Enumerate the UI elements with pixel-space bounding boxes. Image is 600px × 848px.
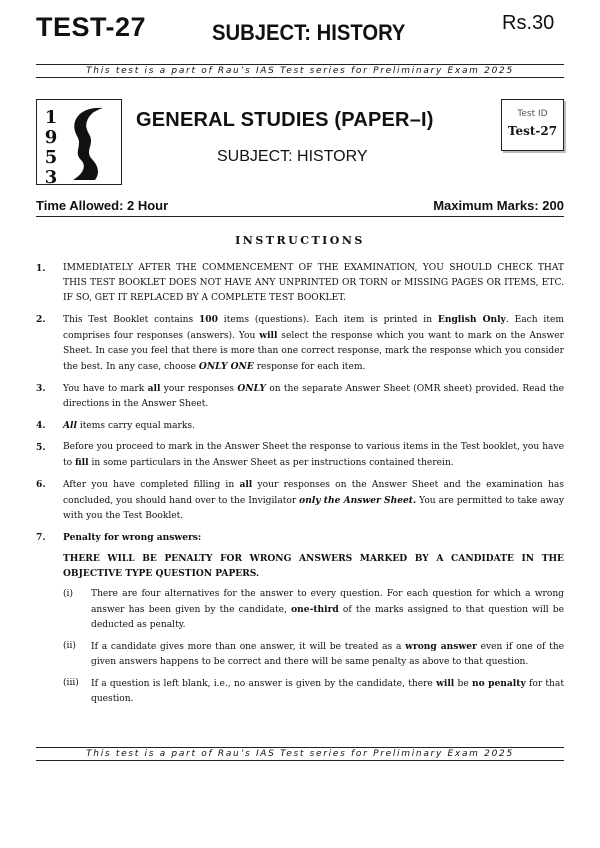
instruction-text: IMMEDIATELY AFTER THE COMMENCEMENT OF THE EXAMINATION, YOU SHOULD CHECK THAT THIS TEST BOOKLET DOES NOT HAVE ANY UNPRINTED OR TORN or MISSING PAGES OR ITEMS, ETC. IF SO, GET IT REPLACED BY A COMPLETE TEST BOOKLET. <box>63 263 564 303</box>
test-number: TEST-27 <box>36 12 147 42</box>
instruction-number: 3. <box>36 383 46 394</box>
institute-logo <box>36 99 122 188</box>
penalty-subitem <box>36 676 564 707</box>
instruction-text: All items carry equal marks. <box>63 420 195 431</box>
logo-year-digit: 9 <box>44 127 58 148</box>
paper-subject: SUBJECT: HISTORY <box>217 148 368 165</box>
subitem-text: If a candidate gives more than one answer, it will be treated as a wrong answer even if one of the given answers happens to be correct and there will be same penalty as above to that question. <box>91 641 564 667</box>
time-allowed: Time Allowed: 2 Hour <box>36 198 169 213</box>
penalty-item <box>36 530 564 581</box>
instruction-item <box>36 312 564 375</box>
test-id-value: Test-27 <box>507 124 558 138</box>
logo-year <box>39 108 63 188</box>
logo-year-digit: 3 <box>44 167 58 188</box>
instruction-number: 6. <box>36 479 46 490</box>
series-banner-bottom: This test is a part of Rau’s IAS Test series for Preliminary Exam 2025 <box>36 747 564 761</box>
header-subject: SUBJECT: HISTORY <box>212 20 406 45</box>
test-id-label: Test ID <box>517 109 548 119</box>
instruction-item <box>36 477 564 524</box>
test-id-box <box>501 99 564 151</box>
subitem-number: (i) <box>63 589 74 599</box>
subitem-number: (ii) <box>63 641 76 651</box>
instructions-list <box>36 261 564 707</box>
instruction-item <box>36 381 564 412</box>
instruction-number: 7. <box>36 532 46 543</box>
instruction-item <box>36 440 564 471</box>
instruction-number: 2. <box>36 314 46 325</box>
instructions-heading: INSTRUCTIONS <box>235 234 365 247</box>
instruction-text: You have to mark all your responses ONLY on the separate Answer Sheet (OMR sheet) provided. Read the directions in the Answer Sheet. <box>63 383 564 409</box>
instruction-text: After you have completed filling in all your responses on the Answer Sheet and the examination has concluded, you should hand over to the Invigilator only the Answer Sheet. You are permitted to take away with you the Test Booklet. <box>63 479 564 521</box>
penalty-subitem <box>36 587 564 633</box>
instruction-number: 5. <box>36 442 46 453</box>
paper-title: GENERAL STUDIES (PAPER–I) <box>136 109 434 131</box>
instruction-text: Before you proceed to mark in the Answer Sheet the response to various items in the Test booklet, you have to fill in some particulars in the Answer Sheet as per instructions contained therein. <box>63 442 564 468</box>
penalty-heading: Penalty for wrong answers: <box>63 532 202 543</box>
subitem-text: There are four alternatives for the answer to every question. For each question for which a wrong answer has been given by the candidate, one-third of the marks assigned to that question will be deducted as penalty. <box>91 589 564 630</box>
instruction-item <box>36 261 564 306</box>
subitem-number: (iii) <box>63 678 79 688</box>
penalty-statement: THERE WILL BE PENALTY FOR WRONG ANSWERS MARKED BY A CANDIDATE IN THE OBJECTIVE TYPE QUESTION PAPERS. <box>63 553 564 579</box>
logo-year-digit: 1 <box>44 107 58 128</box>
instruction-number: 4. <box>36 420 46 431</box>
subitem-text: If a question is left blank, i.e., no answer is given by the candidate, there will be no penalty for that question. <box>91 678 564 704</box>
price: Rs.30 <box>502 12 555 34</box>
penalty-subitem <box>36 639 564 670</box>
divider <box>36 216 564 217</box>
maximum-marks: Maximum Marks: 200 <box>433 198 564 213</box>
instruction-text: This Test Booklet contains 100 items (questions). Each item is printed in English Only. Each item comprises four responses (answers). You will select the response which you want to mark on the Answer Sheet. In case you feel that there is more than one correct response, mark the response which you consider the best. In any case, choose ONLY ONE response for each item. <box>63 314 564 372</box>
instruction-item <box>36 418 564 434</box>
logo-year-digit: 5 <box>44 147 58 168</box>
instruction-number: 1. <box>36 263 46 274</box>
series-banner-top: This test is a part of Rau’s IAS Test series for Preliminary Exam 2025 <box>36 64 564 78</box>
